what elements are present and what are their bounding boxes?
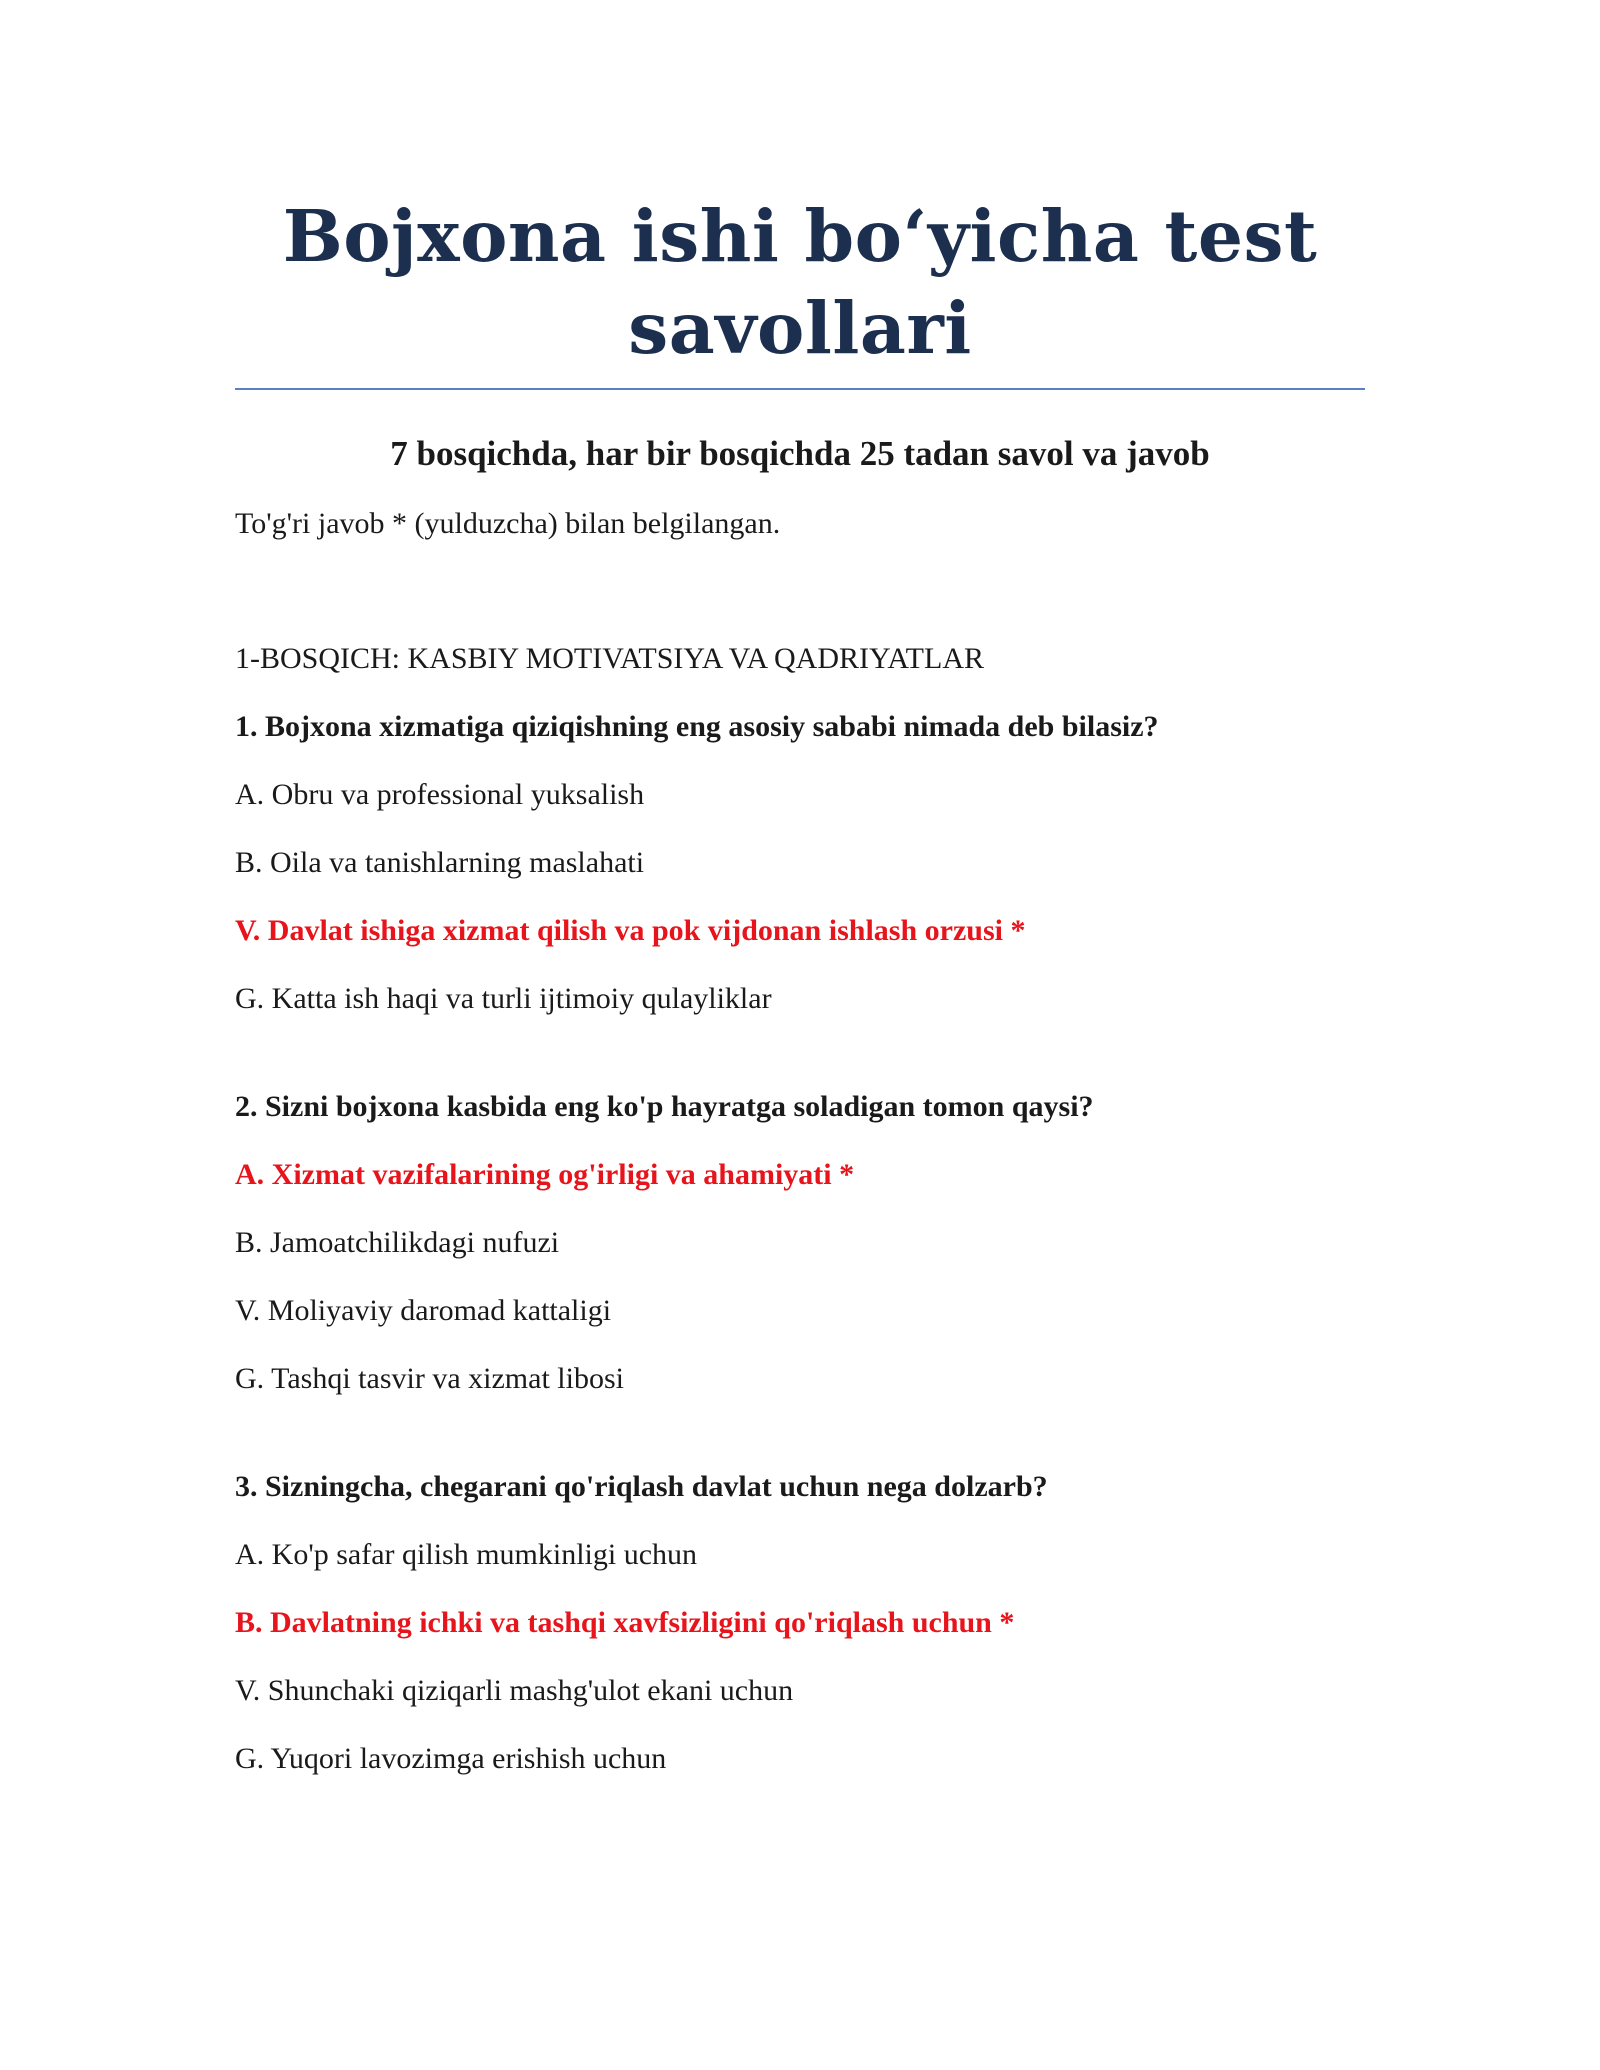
answer-option-a: A. Ko'p safar qilish mumkinligi uchun <box>235 1538 698 1571</box>
section-heading: 1-BOSQICH: KASBIY MOTIVATSIYA VA QADRIYATLAR <box>235 642 984 675</box>
document-title: Bojxona ishi bo‘yicha test savollari <box>282 194 1318 370</box>
answer-option-a: A. Obru va professional yuksalish <box>235 778 645 811</box>
question-block-1 <box>235 707 1365 1019</box>
question-text: 3. Sizningcha, chegarani qo'riqlash davlat uchun nega dolzarb? <box>235 1470 1048 1503</box>
question-block-2 <box>235 1087 1365 1399</box>
answer-key-note: To'g'ri javob * (yulduzcha) bilan belgilangan. <box>235 507 781 540</box>
answer-option-v: V. Moliyaviy daromad kattaligi <box>235 1294 612 1327</box>
answer-option-v-correct: V. Davlat ishiga xizmat qilish va pok vijdonan ishlash orzusi * <box>235 914 1026 947</box>
answer-option-g: G. Yuqori lavozimga erishish uchun <box>235 1742 667 1775</box>
question-text: 2. Sizni bojxona kasbida eng ko'p hayratga soladigan tomon qaysi? <box>235 1090 1094 1123</box>
answer-option-b: B. Jamoatchilikdagi nufuzi <box>235 1226 560 1259</box>
document-subtitle: 7 bosqichda, har bir bosqichda 25 tadan savol va javob <box>390 434 1210 473</box>
answer-option-v: V. Shunchaki qiziqarli mashg'ulot ekani uchun <box>235 1674 794 1707</box>
answer-option-g: G. Katta ish haqi va turli ijtimoiy qulayliklar <box>235 982 772 1015</box>
answer-option-b-correct: B. Davlatning ichki va tashqi xavfsizligini qo'riqlash uchun * <box>235 1606 1015 1639</box>
document-page <box>235 180 1365 1779</box>
question-text: 1. Bojxona xizmatiga qiziqishning eng asosiy sababi nimada deb bilasiz? <box>235 710 1159 743</box>
title-divider <box>235 388 1365 390</box>
answer-option-b: B. Oila va tanishlarning maslahati <box>235 846 645 879</box>
answer-option-a-correct: A. Xizmat vazifalarining og'irligi va ahamiyati * <box>235 1158 855 1191</box>
answer-option-g: G. Tashqi tasvir va xizmat libosi <box>235 1362 624 1395</box>
question-block-3 <box>235 1467 1365 1779</box>
